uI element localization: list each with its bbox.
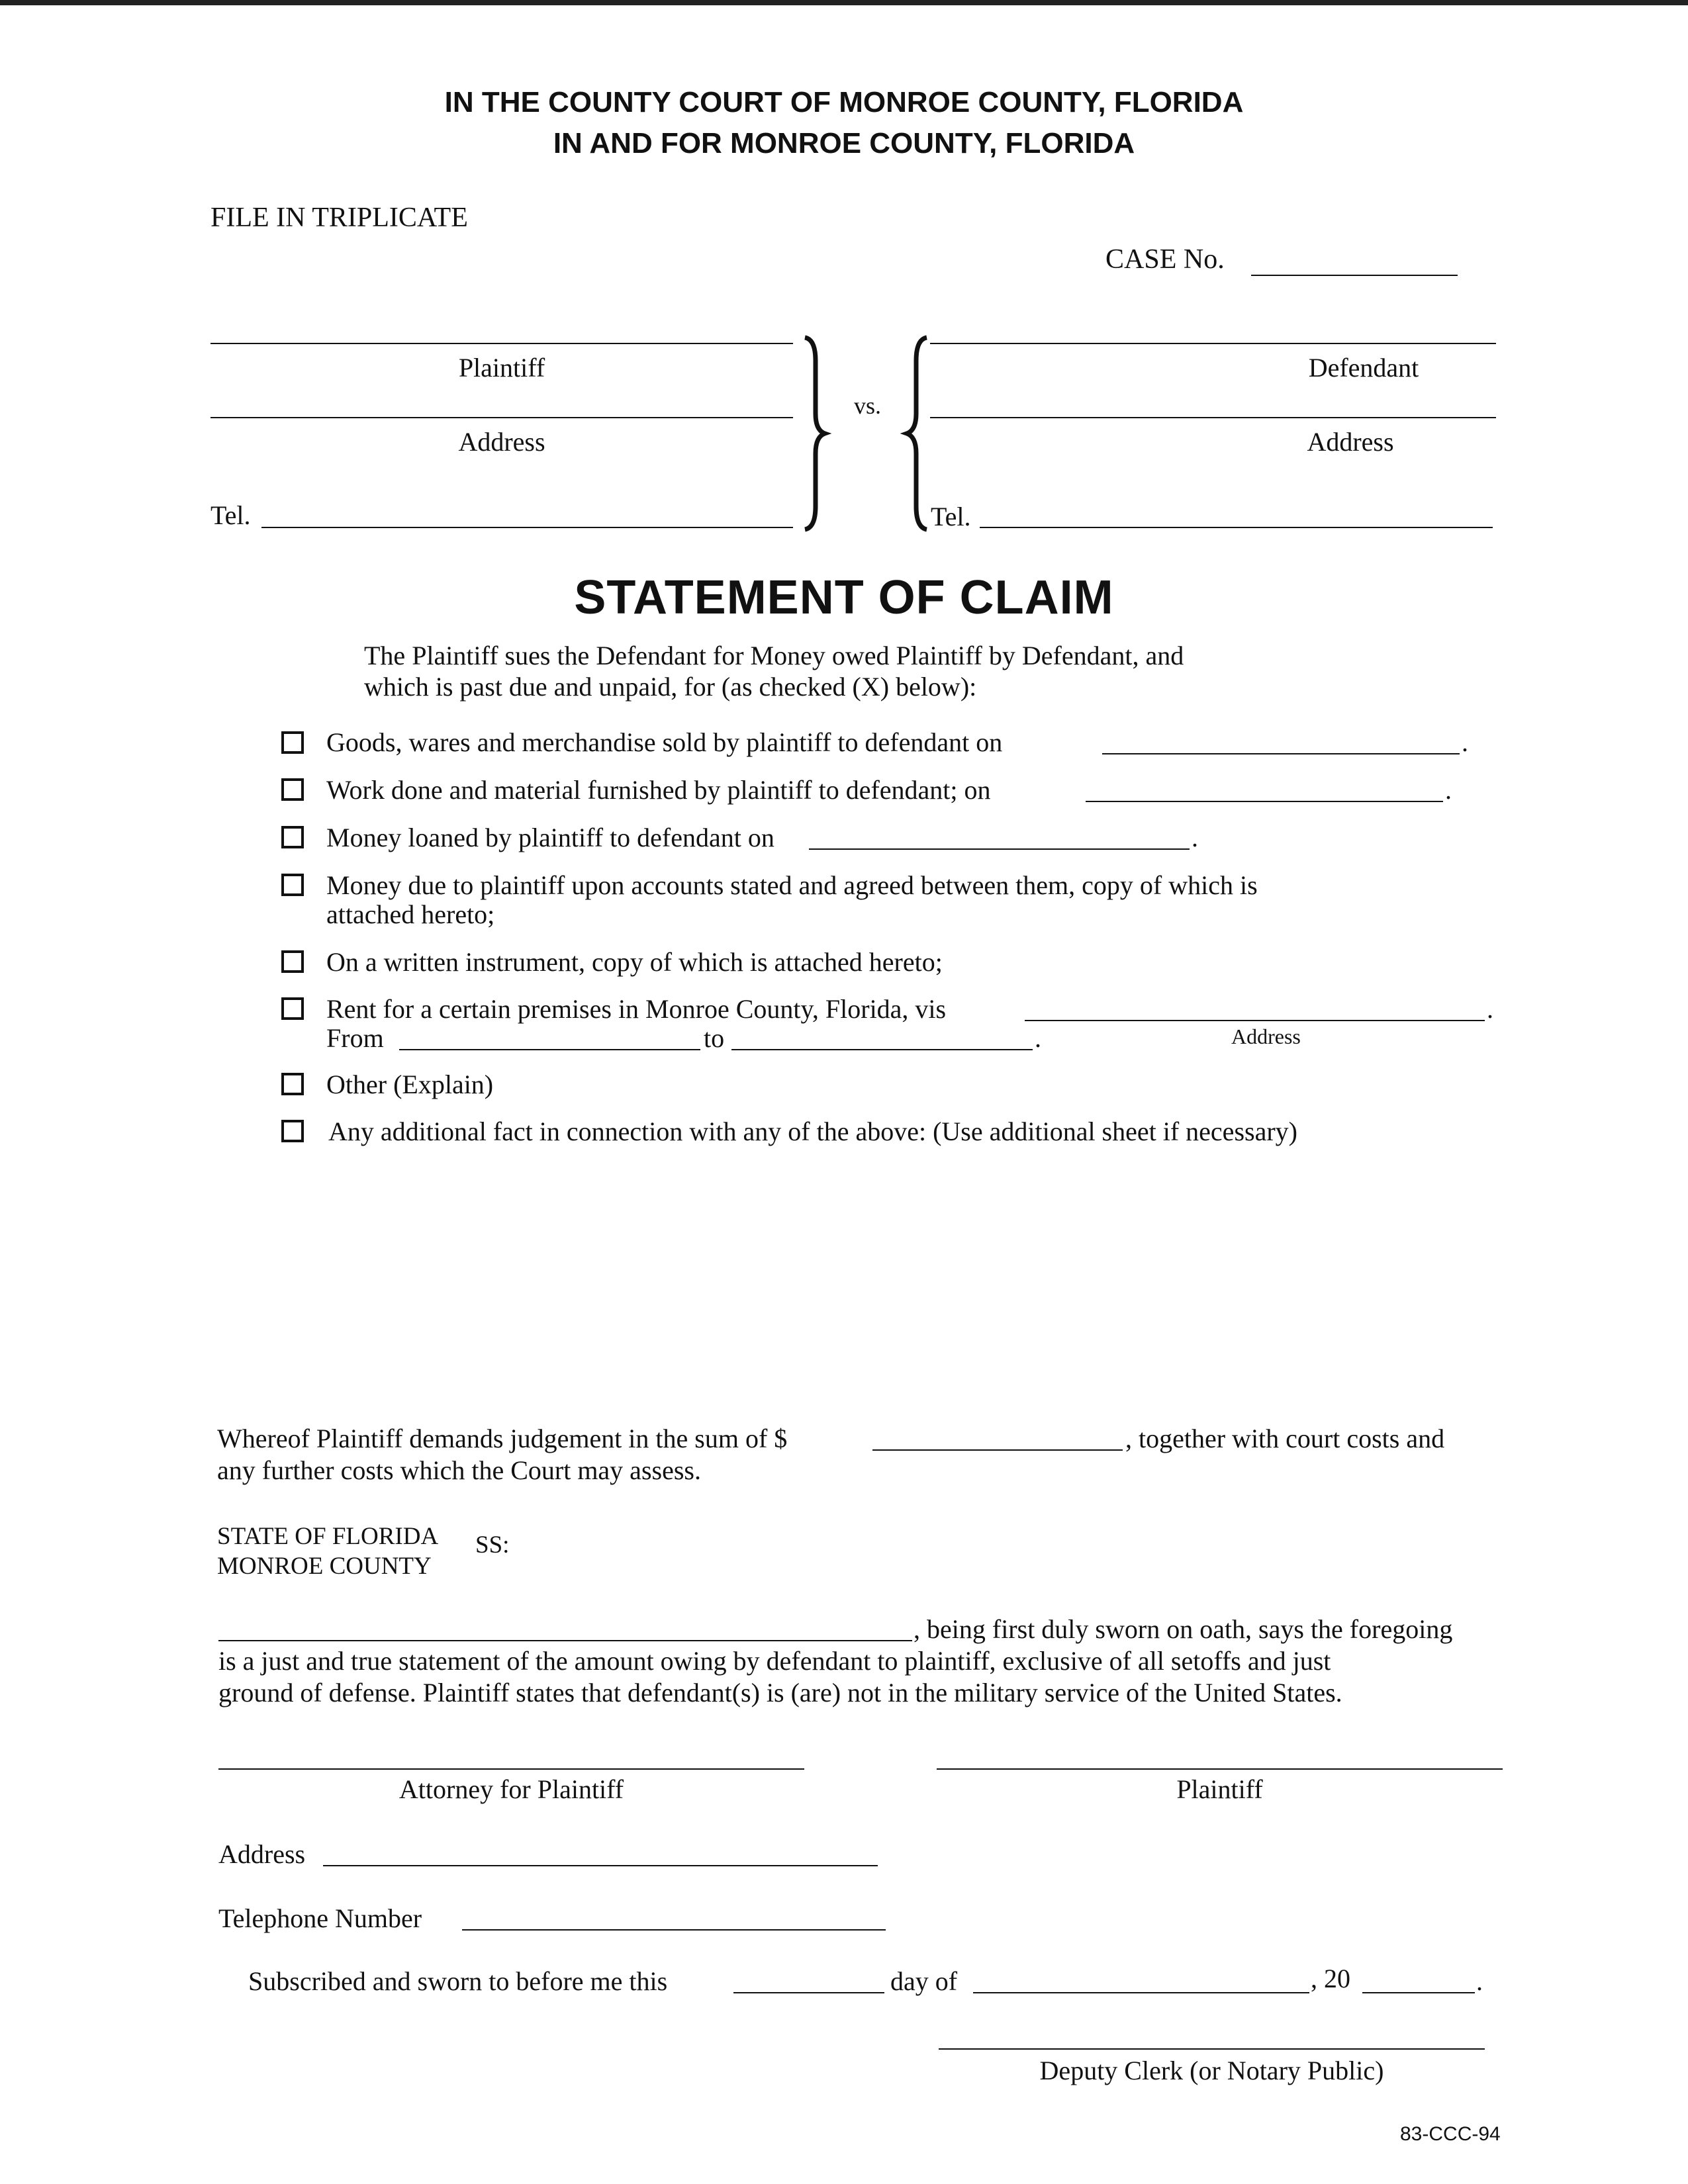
jurat-text-part1: Subscribed and sworn to before me this bbox=[248, 1966, 668, 1996]
oath-line1: , being first duly sworn on oath, says the foregoing bbox=[914, 1614, 1453, 1644]
money-loaned-date-field[interactable] bbox=[809, 822, 1190, 850]
court-heading-line2: IN AND FOR MONROE COUNTY, FLORIDA bbox=[553, 127, 1135, 159]
rent-option-label: Rent for a certain premises in Monroe County, Florida, vis bbox=[326, 994, 947, 1024]
accounts-checkbox[interactable] bbox=[281, 874, 304, 896]
attorney-signature-label: Attorney for Plaintiff bbox=[399, 1774, 624, 1804]
venue-ss: SS: bbox=[475, 1531, 510, 1559]
work-checkbox[interactable] bbox=[281, 778, 304, 801]
plaintiff-signature-field[interactable] bbox=[937, 1742, 1503, 1770]
additional-facts-area[interactable] bbox=[326, 1158, 1494, 1399]
attorney-address-field[interactable] bbox=[323, 1839, 878, 1866]
work-option-label: Work done and material furnished by plaintiff to defendant; on bbox=[326, 775, 991, 805]
venue-state: STATE OF FLORIDA bbox=[217, 1523, 439, 1550]
rent-address-field[interactable] bbox=[1025, 993, 1485, 1021]
jurat-month-field[interactable] bbox=[973, 1966, 1309, 1993]
defendant-tel-label: Tel. bbox=[931, 502, 971, 531]
plaintiff-address-label: Address bbox=[458, 427, 545, 457]
demand-text-part2: , together with court costs and bbox=[1125, 1424, 1445, 1453]
document-title: STATEMENT OF CLAIM bbox=[574, 571, 1114, 624]
form-number: 83-CCC-94 bbox=[1400, 2123, 1501, 2145]
scan-edge bbox=[0, 0, 1688, 5]
goods-option-label: Goods, wares and merchandise sold by plaintiff to defendant on bbox=[326, 727, 1003, 757]
work-date-field[interactable] bbox=[1086, 774, 1443, 802]
affiant-name-field[interactable] bbox=[218, 1614, 912, 1641]
defendant-tel-field[interactable] bbox=[980, 500, 1493, 528]
attorney-signature-field[interactable] bbox=[218, 1742, 804, 1770]
goods-checkbox[interactable] bbox=[281, 731, 304, 754]
case-no-field[interactable] bbox=[1251, 248, 1458, 276]
defendant-address-field[interactable] bbox=[930, 390, 1496, 418]
rent-from-field[interactable] bbox=[399, 1023, 700, 1050]
defendant-name-field[interactable] bbox=[930, 316, 1496, 344]
oath-line2: is a just and true statement of the amount owing by defendant to plaintiff, exclusive of all setoffs and just bbox=[218, 1646, 1331, 1676]
rent-to-field[interactable] bbox=[731, 1023, 1033, 1050]
oath-line3: ground of defense. Plaintiff states that defendant(s) is (are) not in the military service of the United States. bbox=[218, 1678, 1342, 1707]
defendant-label: Defendant bbox=[1308, 353, 1419, 383]
case-no-label: CASE No. bbox=[1105, 244, 1225, 275]
clerk-signature-label: Deputy Clerk (or Notary Public) bbox=[1039, 2056, 1384, 2085]
intro-line1: The Plaintiff sues the Defendant for Money owed Plaintiff by Defendant, and bbox=[364, 641, 1184, 670]
venue-county: MONROE COUNTY bbox=[217, 1553, 432, 1580]
plaintiff-label: Plaintiff bbox=[458, 353, 545, 383]
plaintiff-name-field[interactable] bbox=[211, 316, 793, 344]
plaintiff-tel-field[interactable] bbox=[261, 500, 793, 528]
additional-facts-checkbox[interactable] bbox=[281, 1120, 304, 1142]
attorney-telephone-field[interactable] bbox=[462, 1903, 886, 1931]
rent-from-label: From bbox=[326, 1023, 384, 1053]
written-instrument-checkbox[interactable] bbox=[281, 950, 304, 973]
additional-facts-option-label: Any additional fact in connection with any of the above: (Use additional sheet if necessary) bbox=[328, 1116, 1297, 1146]
court-heading-line1: IN THE COUNTY COURT OF MONROE COUNTY, FLORIDA bbox=[444, 86, 1244, 118]
jurat-year-field[interactable] bbox=[1362, 1966, 1475, 1993]
defendant-address-label: Address bbox=[1307, 427, 1394, 457]
jurat-day-of-label: day of bbox=[890, 1966, 958, 1996]
demand-text-line2: any further costs which the Court may assess. bbox=[217, 1455, 701, 1485]
rent-address-caption: Address bbox=[1231, 1024, 1301, 1048]
rent-to-label: to bbox=[704, 1023, 725, 1053]
other-checkbox[interactable] bbox=[281, 1073, 304, 1095]
demand-amount-field[interactable] bbox=[872, 1423, 1123, 1451]
rent-checkbox[interactable] bbox=[281, 997, 304, 1020]
money-loaned-checkbox[interactable] bbox=[281, 826, 304, 848]
clerk-signature-field[interactable] bbox=[939, 2022, 1485, 2050]
goods-date-field[interactable] bbox=[1102, 727, 1460, 754]
written-instrument-option-label: On a written instrument, copy of which is attached hereto; bbox=[326, 947, 943, 977]
plaintiff-address-field[interactable] bbox=[211, 390, 793, 418]
jurat-year-prefix: , 20 bbox=[1311, 1964, 1350, 1993]
money-loaned-option-label: Money loaned by plaintiff to defendant on bbox=[326, 823, 774, 852]
file-in-triplicate-note: FILE IN TRIPLICATE bbox=[211, 203, 468, 233]
plaintiff-tel-label: Tel. bbox=[211, 500, 251, 530]
attorney-address-label: Address bbox=[218, 1839, 306, 1869]
demand-text-part1: Whereof Plaintiff demands judgement in the sum of $ bbox=[217, 1424, 788, 1453]
intro-line2: which is past due and unpaid, for (as checked (X) below): bbox=[364, 672, 977, 702]
accounts-option-line1: Money due to plaintiff upon accounts stated and agreed between them, copy of which is bbox=[326, 870, 1258, 900]
other-option-label: Other (Explain) bbox=[326, 1069, 494, 1099]
plaintiff-signature-label: Plaintiff bbox=[1176, 1774, 1263, 1804]
attorney-telephone-label: Telephone Number bbox=[218, 1903, 422, 1933]
jurat-day-field[interactable] bbox=[733, 1966, 884, 1993]
accounts-option-line2: attached hereto; bbox=[326, 899, 495, 929]
versus-label: vs. bbox=[854, 392, 882, 419]
plaintiff-brace bbox=[793, 334, 833, 533]
